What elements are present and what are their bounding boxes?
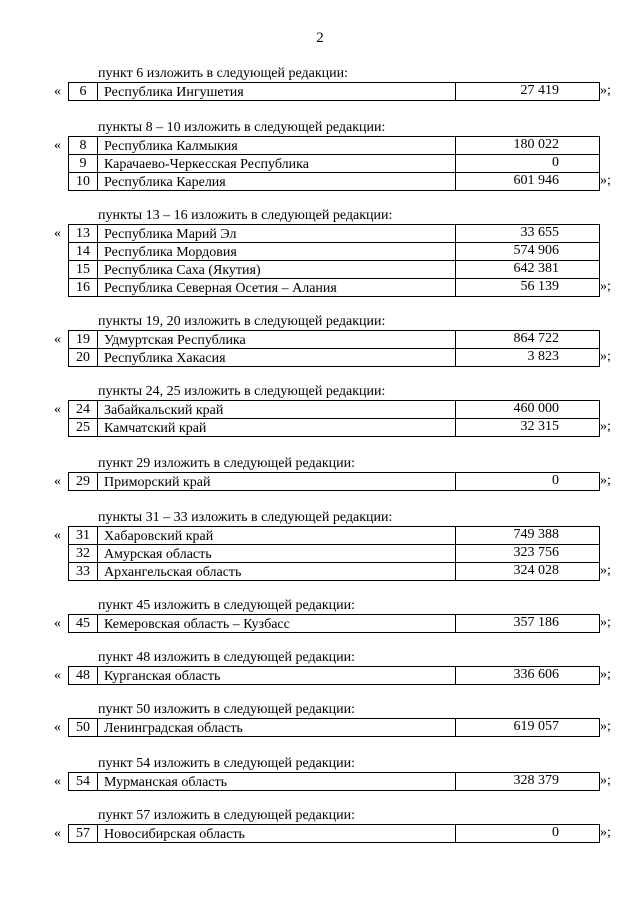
table-row: [69, 225, 599, 242]
table-grid: [68, 614, 600, 633]
amendment-block: [54, 756, 618, 791]
table-row: [69, 544, 599, 562]
table-row: [69, 527, 599, 544]
open-quote: «: [54, 668, 61, 683]
table-grid: [68, 82, 600, 101]
amount-value: 460 000: [513, 401, 559, 416]
amount-value: 642 381: [513, 261, 559, 276]
region-name: Республика Саха (Якутия): [98, 261, 456, 278]
item-number: 57: [69, 825, 98, 842]
close-quote: »;: [600, 563, 611, 578]
item-number: 13: [69, 225, 98, 242]
page-number: 2: [316, 30, 324, 46]
table-row: [69, 719, 599, 736]
region-name: Мурманская область: [98, 773, 456, 790]
table-row: [69, 331, 599, 348]
open-quote: «: [54, 474, 61, 489]
table-grid: [68, 666, 600, 685]
amendment-heading: пункты 31 – 33 изложить в следующей редакции:: [98, 510, 393, 525]
table-row: [69, 348, 599, 366]
region-name: Республика Хакасия: [98, 349, 456, 366]
amount-value: 336 606: [513, 667, 559, 682]
item-number: 50: [69, 719, 98, 736]
amount-value: 749 388: [513, 527, 559, 542]
amendment-heading: пункт 29 изложить в следующей редакции:: [98, 456, 355, 471]
amendment-heading: пункты 13 – 16 изложить в следующей редакции:: [98, 208, 393, 223]
table-grid: [68, 472, 600, 491]
amendment-heading: пункты 8 – 10 изложить в следующей редакции:: [98, 120, 386, 135]
amendment-block: [54, 314, 618, 367]
amendment-table: [54, 614, 618, 633]
amendment-heading: пункт 48 изложить в следующей редакции:: [98, 650, 355, 665]
table-grid: [68, 136, 600, 191]
region-name: Удмуртская Республика: [98, 331, 456, 348]
item-number: 31: [69, 527, 98, 544]
amendment-table: [54, 330, 618, 367]
region-name: Республика Карелия: [98, 173, 456, 190]
region-name: Республика Марий Эл: [98, 225, 456, 242]
amendment-heading: пункт 45 изложить в следующей редакции:: [98, 598, 355, 613]
region-name: Республика Северная Осетия – Алания: [98, 279, 456, 296]
close-quote: »;: [600, 825, 611, 840]
item-number: 15: [69, 261, 98, 278]
item-number: 33: [69, 563, 98, 580]
table-row: [69, 615, 599, 632]
open-quote: «: [54, 774, 61, 789]
table-row: [69, 401, 599, 418]
item-number: 54: [69, 773, 98, 790]
close-quote: »;: [600, 349, 611, 364]
region-name: Ленинградская область: [98, 719, 456, 736]
open-quote: «: [54, 720, 61, 735]
open-quote: «: [54, 402, 61, 417]
region-name: Амурская область: [98, 545, 456, 562]
open-quote: «: [54, 84, 61, 99]
amendment-heading: пункт 54 изложить в следующей редакции:: [98, 756, 355, 771]
amendment-block: [54, 702, 618, 737]
open-quote: «: [54, 528, 61, 543]
region-name: Забайкальский край: [98, 401, 456, 418]
region-name: Кемеровская область – Кузбасс: [98, 615, 456, 632]
open-quote: «: [54, 332, 61, 347]
table-row: [69, 562, 599, 580]
open-quote: «: [54, 226, 61, 241]
table-grid: [68, 718, 600, 737]
amendment-table: [54, 772, 618, 791]
table-row: [69, 137, 599, 154]
region-name: Республика Мордовия: [98, 243, 456, 260]
amount-value: 180 022: [513, 137, 559, 152]
table-row: [69, 825, 599, 842]
open-quote: «: [54, 616, 61, 631]
amendment-heading: пункты 19, 20 изложить в следующей редакции:: [98, 314, 386, 329]
amount-value: 619 057: [513, 719, 559, 734]
table-row: [69, 154, 599, 172]
amount-value: 32 315: [520, 419, 559, 434]
region-name: Хабаровский край: [98, 527, 456, 544]
amendment-table: [54, 666, 618, 685]
amendment-heading: пункты 24, 25 изложить в следующей редакции:: [98, 384, 386, 399]
amount-value: 0: [552, 473, 559, 488]
close-quote: »;: [600, 773, 611, 788]
close-quote: »;: [600, 719, 611, 734]
region-name: Курганская область: [98, 667, 456, 684]
item-number: 32: [69, 545, 98, 562]
amount-value: 574 906: [513, 243, 559, 258]
amendment-block: [54, 208, 618, 297]
amount-value: 33 655: [520, 225, 559, 240]
item-number: 24: [69, 401, 98, 418]
table-row: [69, 172, 599, 190]
amendment-table: [54, 824, 618, 843]
table-grid: [68, 224, 600, 297]
amendment-table: [54, 526, 618, 581]
amount-value: 27 419: [520, 83, 559, 98]
table-row: [69, 242, 599, 260]
table-grid: [68, 824, 600, 843]
item-number: 19: [69, 331, 98, 348]
item-number: 48: [69, 667, 98, 684]
region-name: Архангельская область: [98, 563, 456, 580]
amendment-block: [54, 66, 618, 101]
close-quote: »;: [600, 173, 611, 188]
open-quote: «: [54, 826, 61, 841]
table-row: [69, 773, 599, 790]
table-grid: [68, 526, 600, 581]
amendment-table: [54, 224, 618, 297]
item-number: 9: [69, 155, 98, 172]
amount-value: 56 139: [520, 279, 559, 294]
amendment-block: [54, 808, 618, 843]
close-quote: »;: [600, 667, 611, 682]
close-quote: »;: [600, 419, 611, 434]
amount-value: 601 946: [513, 173, 559, 188]
item-number: 6: [69, 83, 98, 100]
amount-value: 0: [552, 825, 559, 840]
amendment-block: [54, 598, 618, 633]
amendment-heading: пункт 50 изложить в следующей редакции:: [98, 702, 355, 717]
item-number: 8: [69, 137, 98, 154]
region-name: Приморский край: [98, 473, 456, 490]
amendment-block: [54, 510, 618, 581]
table-row: [69, 278, 599, 296]
amendment-heading: пункт 57 изложить в следующей редакции:: [98, 808, 355, 823]
region-name: Камчатский край: [98, 419, 456, 436]
table-row: [69, 260, 599, 278]
item-number: 20: [69, 349, 98, 366]
amendment-block: [54, 650, 618, 685]
amount-value: 328 379: [513, 773, 559, 788]
item-number: 10: [69, 173, 98, 190]
amount-value: 3 823: [527, 349, 559, 364]
amendment-block: [54, 456, 618, 491]
item-number: 25: [69, 419, 98, 436]
amount-value: 323 756: [513, 545, 559, 560]
item-number: 45: [69, 615, 98, 632]
open-quote: «: [54, 138, 61, 153]
amount-value: 864 722: [513, 331, 559, 346]
close-quote: »;: [600, 279, 611, 294]
amendment-table: [54, 718, 618, 737]
amount-value: 0: [552, 155, 559, 170]
amount-value: 324 028: [513, 563, 559, 578]
item-number: 14: [69, 243, 98, 260]
table-grid: [68, 772, 600, 791]
table-row: [69, 418, 599, 436]
amendment-table: [54, 472, 618, 491]
region-name: Новосибирская область: [98, 825, 456, 842]
amendment-block: [54, 384, 618, 437]
close-quote: »;: [600, 473, 611, 488]
amendment-table: [54, 400, 618, 437]
table-grid: [68, 330, 600, 367]
amendment-table: [54, 82, 618, 101]
amount-value: 357 186: [513, 615, 559, 630]
table-grid: [68, 400, 600, 437]
amendment-block: [54, 120, 618, 191]
close-quote: »;: [600, 83, 611, 98]
item-number: 29: [69, 473, 98, 490]
table-row: [69, 83, 599, 100]
item-number: 16: [69, 279, 98, 296]
amendment-heading: пункт 6 изложить в следующей редакции:: [98, 66, 348, 81]
region-name: Республика Калмыкия: [98, 137, 456, 154]
amendment-table: [54, 136, 618, 191]
region-name: Республика Ингушетия: [98, 83, 456, 100]
close-quote: »;: [600, 615, 611, 630]
table-row: [69, 473, 599, 490]
region-name: Карачаево-Черкесская Республика: [98, 155, 456, 172]
table-row: [69, 667, 599, 684]
